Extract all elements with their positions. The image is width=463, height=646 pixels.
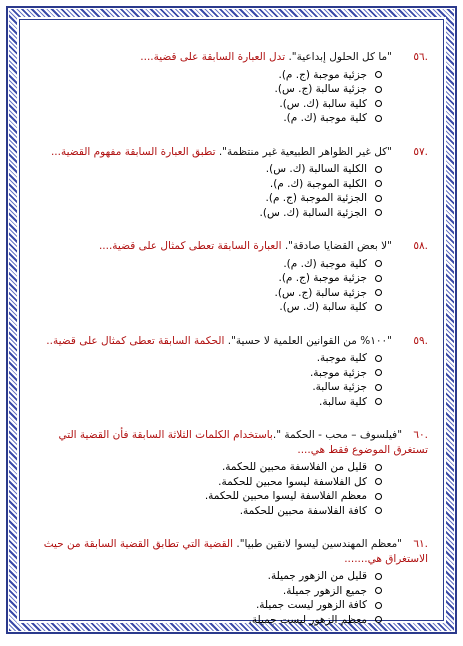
option-item[interactable]: كلية سالبة (ك. س). [40, 300, 382, 315]
question-number: .٥٩ [413, 334, 428, 347]
question-number: .٦٠ [413, 429, 428, 441]
bullet-icon [375, 289, 382, 296]
bullet-icon [375, 384, 382, 391]
options-list [40, 68, 428, 126]
option-item[interactable]: جزئية موجبة (ج. م). [40, 271, 382, 286]
options-list [40, 162, 428, 220]
option-item[interactable]: الكلية الموجبة (ك. م). [40, 177, 382, 192]
bullet-icon [375, 86, 382, 93]
option-item[interactable]: الجزئية الموجبة (ج. م). [40, 191, 382, 206]
option-item[interactable]: قليل من الزهور جميلة. [40, 569, 382, 584]
option-item[interactable]: كلية موجبة (ك. م). [40, 257, 382, 272]
bullet-icon [375, 602, 382, 609]
option-item[interactable]: الكلية السالبة (ك. س). [40, 162, 382, 177]
option-item[interactable]: كلية سالبة. [40, 395, 382, 410]
option-item[interactable]: كل الفلاسفة ليسوا محبين للحكمة. [40, 475, 382, 490]
bullet-icon [375, 398, 382, 405]
bullet-icon [375, 195, 382, 202]
bullet-icon [375, 616, 382, 623]
bullet-icon [375, 587, 382, 594]
questions-list [40, 50, 428, 646]
bullet-icon [375, 507, 382, 514]
question-text: "١٠٠% من القوانين العلمية لا حسية". الحكمة السابقة تعطى كمثال على قضية.. [46, 334, 392, 347]
option-item[interactable]: معظم الفلاسفة ليسوا محبين للحكمة. [40, 489, 382, 504]
bullet-icon [375, 275, 382, 282]
question-56 [40, 50, 428, 126]
bullet-icon [375, 478, 382, 485]
question-number: .٥٨ [413, 240, 428, 252]
option-item[interactable]: جزئية موجبة (ج. م). [40, 68, 382, 83]
options-list [40, 460, 428, 518]
bullet-icon [375, 166, 382, 173]
option-item[interactable]: كافة الفلاسفة محبين للحكمة. [40, 504, 382, 519]
bullet-icon [375, 464, 382, 471]
option-item[interactable]: كلية موجبة (ك. م). [40, 111, 382, 126]
option-item[interactable]: جزئية موجبة. [40, 366, 382, 381]
option-item[interactable]: قليل من الفلاسفة محبين للحكمة. [40, 460, 382, 475]
question-60 [40, 428, 428, 518]
question-text: "لا بعض القضايا صادقة". العبارة السابقة تعطى كمثال على قضية.... [98, 240, 392, 252]
option-item[interactable]: كلية موجبة. [40, 351, 382, 366]
option-item[interactable]: جزئية سالبة (ج. س). [40, 286, 382, 301]
question-number: .٦١ [413, 538, 428, 550]
bullet-icon [375, 209, 382, 216]
question-61 [40, 537, 428, 627]
bullet-icon [375, 355, 382, 362]
question-59 [40, 334, 428, 410]
bullet-icon [375, 71, 382, 78]
question-number: .٥٦ [413, 51, 428, 63]
option-item[interactable]: جزئية سالبة (ج. س). [40, 82, 382, 97]
bullet-icon [375, 115, 382, 122]
option-item[interactable]: جزئية سالبة. [40, 380, 382, 395]
question-58 [40, 239, 428, 315]
bullet-icon [375, 573, 382, 580]
bullet-icon [375, 493, 382, 500]
bullet-icon [375, 369, 382, 376]
question-57 [40, 145, 428, 221]
question-number: .٥٧ [413, 145, 428, 158]
question-text: "كل غير الظواهر الطبيعية غير منتظمة". تطبق العبارة السابقة مفهوم القضية... [50, 145, 392, 158]
options-list [40, 351, 428, 409]
option-item[interactable]: جميع الزهور جميلة. [40, 584, 382, 599]
bullet-icon [375, 260, 382, 267]
options-list [40, 257, 428, 315]
bullet-icon [375, 100, 382, 107]
option-item[interactable]: معظم الزهور ليست جميلة. [40, 613, 382, 628]
bullet-icon [375, 304, 382, 311]
option-item[interactable]: الجزئية السالبة (ك. س). [40, 206, 382, 221]
question-text: "فيلسوف – محب - الحكمة ".باستخدام الكلمات الثلاثة السابقة فأن القضية التي تستغرق الموضوع فقط هي.... [58, 429, 428, 456]
bullet-icon [375, 180, 382, 187]
option-item[interactable]: كلية سالبة (ك. س). [40, 97, 382, 112]
option-item[interactable]: كافة الزهور ليست جميلة. [40, 598, 382, 613]
question-text: "ما كل الحلول إبداعية". تدل العبارة السابقة على قضية.... [140, 51, 392, 63]
options-list [40, 569, 428, 627]
question-text: "معظم المهندسين ليسوا لانقين طبيا". القضية التي تطابق القضية السابقة من حيث الاستغراق هي....... [43, 538, 428, 565]
